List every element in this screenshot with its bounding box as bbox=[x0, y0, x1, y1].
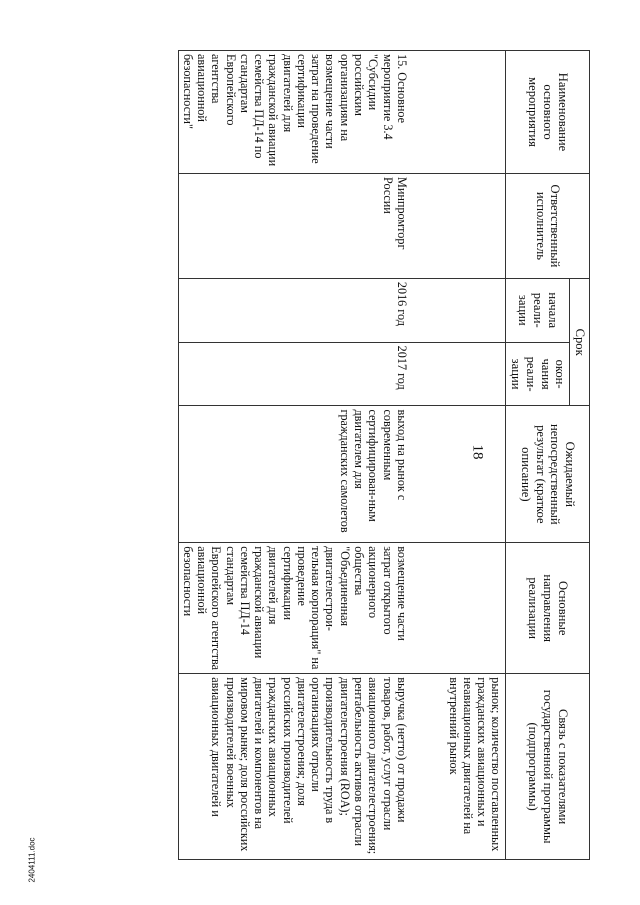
footer-filename: 2404111.doc bbox=[27, 837, 37, 883]
continuation-indicators: рынок; количество поставленных гражданских авиационных и неавиационных двигателей на внутренний рынок bbox=[411, 674, 506, 860]
cell-executor: Минпромторг России bbox=[178, 174, 411, 279]
header-name: Наименование основного мероприятия bbox=[506, 51, 590, 174]
footer bbox=[12, 830, 52, 890]
cell-indicators: выручка (нетто) от продажи товаров, работ, услуг отрасли авиационного двигателестроения; рентабельность активов отрасли двигателестроения (ROA); производительность труда в организациях отрасли двигателестроения; доля российских производителей гражданских авиационных двигателей и компонентов на мировом рынке; доля российских производителей военных авиационных двигателей и bbox=[178, 674, 411, 860]
header-directions: Основные направления реализации bbox=[506, 543, 590, 674]
cell-end: 2017 год bbox=[178, 342, 411, 406]
header-indicators: Связь с показателями государственной программы (подпрограммы) bbox=[506, 674, 590, 860]
row-number: 15. bbox=[394, 54, 409, 70]
continuation-row bbox=[411, 51, 506, 860]
cell-start: 2016 год bbox=[178, 278, 411, 342]
header-result: Ожидаемый непосредственный результат (краткое описание) bbox=[506, 406, 590, 543]
header-term-start: начала реали-зации bbox=[506, 278, 570, 342]
page-number: 18 bbox=[469, 444, 486, 460]
row-name: Основное мероприятие 3.4 "Субсидии российским организациям на возмещение части затрат на проведение сертификации двигателей для гражданской авиации семейства ПД-14 по стандартам Европейского агентства авиационной безопасности" bbox=[180, 54, 409, 167]
cell-result: выход на рынок с современным сертифицирован-ным двигателем для гражданских самолетов bbox=[178, 406, 411, 543]
cell-directions: возмещение части затрат открытого акционерного общества "Объединенная двигателестрои-тельная корпорация" на проведение сертификации двигателей для гражданской авиации семейства ПД-14 стандартам Европейского агентства авиационной безопасности bbox=[178, 543, 411, 674]
header-term: Срок bbox=[570, 278, 590, 406]
header-term-end: окон-чания реали-зации bbox=[506, 342, 570, 406]
table-row bbox=[178, 51, 411, 860]
header-row-1 bbox=[570, 51, 590, 860]
header-executor: Ответственный исполнитель bbox=[506, 174, 590, 279]
program-table bbox=[178, 50, 590, 860]
cell-name bbox=[178, 51, 411, 174]
rotated-table-container bbox=[60, 50, 590, 860]
